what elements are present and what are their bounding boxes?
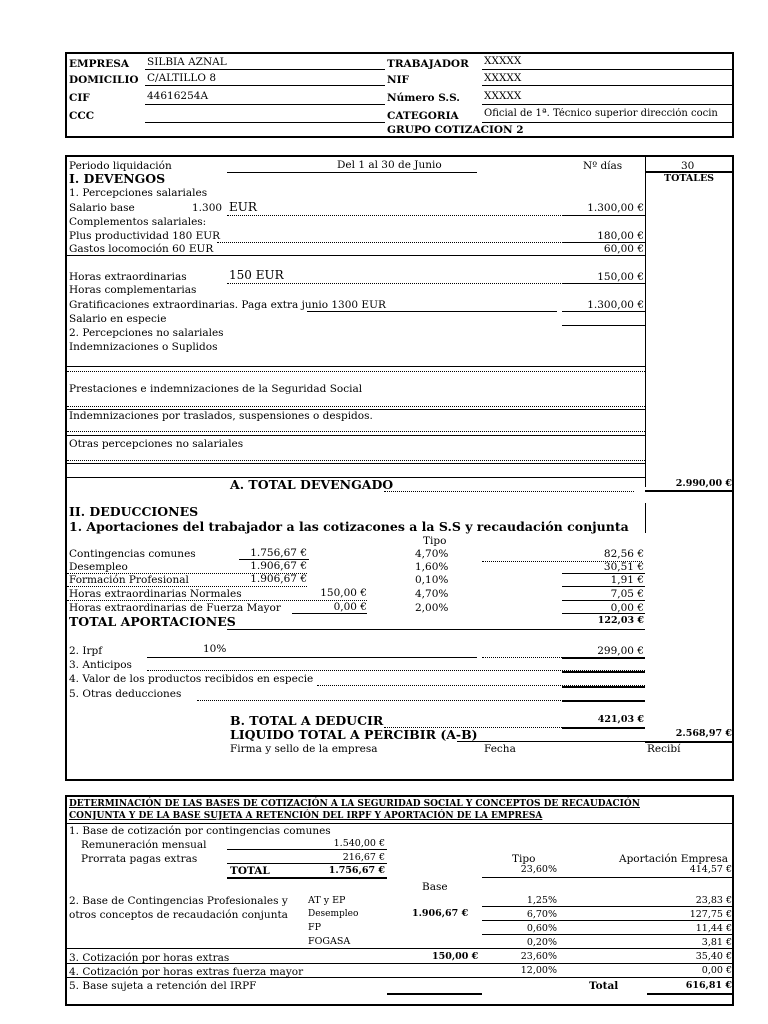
cp-row-label: FP <box>308 922 321 933</box>
grupo-label: GRUPO COTIZACION 2 <box>387 124 524 136</box>
recibi-label: Recibí <box>647 743 681 755</box>
prorrata-value: 216,67 € <box>342 852 385 863</box>
row-base: 1.756,67 € <box>250 547 307 559</box>
traslados-label: Indemnizaciones por traslados, suspensiones o despidos. <box>69 410 373 422</box>
aportacion-label: Aportación Empresa <box>619 853 729 865</box>
row-label: Horas extraordinarias de Fuerza Mayor <box>69 602 281 614</box>
remuneracion-value: 1.540,00 € <box>333 838 385 849</box>
fecha-label: Fecha <box>484 743 516 755</box>
indemnizaciones-label: Indemnizaciones o Suplidos <box>69 341 218 353</box>
header-box <box>65 52 734 138</box>
cp-base: 1.906,67 € <box>412 908 469 919</box>
nif-label: NIF <box>387 74 409 86</box>
salario-base-total: 1.300,00 € <box>587 202 644 214</box>
total-deducir-value: 421,03 € <box>597 714 644 725</box>
salario-base-unit: EUR <box>229 200 257 214</box>
hefm-tipo: 12,00% <box>520 965 557 976</box>
ndias-value: 30 <box>681 160 695 172</box>
cp-label-2: otros conceptos de recaudación conjunta <box>69 909 288 921</box>
cc-tipo: 23,60% <box>520 864 557 875</box>
row-tipo: 1,60% <box>415 561 449 573</box>
empresa-label: EMPRESA <box>69 58 129 70</box>
aportaciones-title: 1. Aportaciones del trabajador a las cotizacones a la S.S y recaudación conjunta <box>69 519 629 534</box>
total-word: Total <box>589 980 619 992</box>
nss-label: Número S.S. <box>387 92 460 104</box>
nomina-box <box>65 155 734 781</box>
valor-productos-label: 4. Valor de los productos recibidos en especie <box>69 673 314 685</box>
gratif-total: 1.300,00 € <box>587 299 644 311</box>
horas-extra-label: Horas extraordinarias <box>69 271 187 283</box>
gastos-total: 60,00 € <box>603 243 644 255</box>
deducciones-title: II. DEDUCCIONES <box>69 504 199 519</box>
row-label: Desempleo <box>69 561 128 573</box>
trabajador-value: XXXXX <box>484 55 522 67</box>
row-tipo: 4,70% <box>415 548 449 560</box>
cp-row-tipo: 0,60% <box>526 923 557 934</box>
row-tipo: 0,10% <box>415 574 449 586</box>
total-deducir-label: B. TOTAL A DEDUCIR <box>230 713 384 728</box>
periodo-value: Del 1 al 30 de Junio <box>337 159 442 171</box>
he-label: 3. Cotización por horas extras <box>69 952 230 964</box>
liquido-value: 2.568,97 € <box>675 728 732 739</box>
plus-total: 180,00 € <box>597 230 644 242</box>
cc-label: 1. Base de cotización por contingencias comunes <box>69 825 331 837</box>
firma-label: Firma y sello de la empresa <box>230 743 378 755</box>
horas-compl-label: Horas complementarias <box>69 284 197 296</box>
total-devengado-label: A. TOTAL DEVENGADO <box>230 477 394 492</box>
salario-base-amount: 1.300 <box>192 202 223 214</box>
base-label: Base <box>422 881 448 893</box>
domicilio-label: DOMICILIO <box>69 74 139 86</box>
cp-row-tipo: 0,20% <box>526 937 557 948</box>
total-aportaciones-label: TOTAL APORTACIONES <box>69 614 236 629</box>
otras-deducciones-label: 5. Otras deducciones <box>69 688 182 700</box>
gastos-label: Gastos locomoción 60 EUR <box>69 243 214 255</box>
horas-extra-total: 150,00 € <box>597 271 644 283</box>
row-label: Horas extraordinarias Normales <box>69 588 242 600</box>
salario-especie-label: Salario en especie <box>69 313 167 325</box>
ndias-label: Nº días <box>583 160 623 172</box>
cp-row-aportacion: 127,75 € <box>689 909 732 920</box>
total-aportaciones-value: 122,03 € <box>597 615 644 626</box>
cif-label: CIF <box>69 92 90 104</box>
complementos-label: Complementos salariales: <box>69 216 207 228</box>
row-importe: 82,56 € <box>603 548 644 560</box>
hefm-aportacion: 0,00 € <box>701 965 732 976</box>
bases-title-line1: DETERMINACIÓN DE LAS BASES DE COTIZACIÓN A LA SEGURIDAD SOCIAL Y CONCEPTOS DE RECAUDACIÓN <box>69 799 640 809</box>
cp-row-tipo: 1,25% <box>526 895 557 906</box>
row-importe: 7,05 € <box>610 588 644 600</box>
cif-value: 44616254A <box>147 90 209 102</box>
nss-value: XXXXX <box>484 90 522 102</box>
salario-base-label: Salario base <box>69 202 135 214</box>
total-devengado-value: 2.990,00 € <box>675 478 732 489</box>
row-tipo: 4,70% <box>415 588 449 600</box>
irpf-tipo: 10% <box>203 643 227 655</box>
cp-row-tipo: 6,70% <box>526 909 557 920</box>
row-tipo: 2,00% <box>415 602 449 614</box>
row-base: 0,00 € <box>333 601 367 613</box>
empresa-value: SILBIA AZNAL <box>147 56 227 68</box>
cc-aportacion: 414,57 € <box>689 864 732 875</box>
liquido-label: LIQUIDO TOTAL A PERCIBIR (A-B) <box>230 727 478 742</box>
row-importe: 0,00 € <box>610 602 644 614</box>
domicilio-value: C/ALTILLO 8 <box>147 72 216 84</box>
row-label: Formación Profesional <box>69 574 189 586</box>
plus-label: Plus productividad 180 EUR <box>69 230 221 242</box>
bases-title-line2: CONJUNTA Y DE LA BASE SUJETA A RETENCIÓN DEL IRPF Y APORTACIÓN DE LA EMPRESA <box>69 811 543 821</box>
cp-row-aportacion: 11,44 € <box>695 923 732 934</box>
cp-label-1: 2. Base de Contingencias Profesionales y <box>69 895 288 907</box>
he-tipo: 23,60% <box>520 951 557 962</box>
prestaciones-label: Prestaciones e indemnizaciones de la Seguridad Social <box>69 383 363 395</box>
bases-box <box>65 795 734 1006</box>
bases-tipo-label: Tipo <box>512 853 536 865</box>
horas-extra-amount: 150 EUR <box>229 268 284 282</box>
row-base: 150,00 € <box>320 587 367 599</box>
row-base: 1.906,67 € <box>250 560 307 572</box>
percepciones-no-salariales: 2. Percepciones no salariales <box>69 327 224 339</box>
gratif-label: Gratificaciones extraordinarias. Paga extra junio 1300 EUR <box>69 299 386 311</box>
categoria-label: CATEGORIA <box>387 110 459 122</box>
categoria-value: Oficial de 1ª. Técnico superior dirección cocin <box>484 108 718 119</box>
anticipos-label: 3. Anticipos <box>69 659 132 671</box>
devengos-title: I. DEVENGOS <box>69 171 166 186</box>
row-label: Contingencias comunes <box>69 548 196 560</box>
irpf-value: 299,00 € <box>597 645 644 657</box>
nif-value: XXXXX <box>484 72 522 84</box>
ccc-label: CCC <box>69 110 95 122</box>
trabajador-label: TRABAJADOR <box>387 58 469 70</box>
cp-row-label: AT y EP <box>308 895 346 906</box>
total-value: 1.756,67 € <box>328 865 385 876</box>
irpf-label: 2. Irpf <box>69 645 103 657</box>
total-label: TOTAL <box>230 865 270 877</box>
periodo-label: Periodo liquidación <box>69 160 172 172</box>
he-aportacion: 35,40 € <box>695 951 732 962</box>
prorrata-label: Prorrata pagas extras <box>81 853 198 865</box>
cp-row-label: FOGASA <box>308 936 351 947</box>
tipo-label: Tipo <box>423 535 447 547</box>
row-importe: 1,91 € <box>610 574 644 586</box>
percepciones-salariales: 1. Percepciones salariales <box>69 187 208 199</box>
row-base: 1.906,67 € <box>250 573 307 585</box>
cp-row-label: Desempleo <box>308 909 359 919</box>
row-importe: 30,51 € <box>603 561 644 573</box>
otras-label: Otras percepciones no salariales <box>69 438 244 450</box>
he-base: 150,00 € <box>432 951 479 962</box>
hefm-label: 4. Cotización por horas extras fuerza mayor <box>69 966 304 978</box>
irpf-base-label: 5. Base sujeta a retención del IRPF <box>69 980 257 992</box>
totales-label: TOTALES <box>664 173 715 184</box>
cp-row-aportacion: 3,81 € <box>701 937 732 948</box>
remuneracion-label: Remuneración mensual <box>81 839 207 851</box>
cp-row-aportacion: 23,83 € <box>695 895 732 906</box>
total-aportacion: 616,81 € <box>685 980 732 991</box>
